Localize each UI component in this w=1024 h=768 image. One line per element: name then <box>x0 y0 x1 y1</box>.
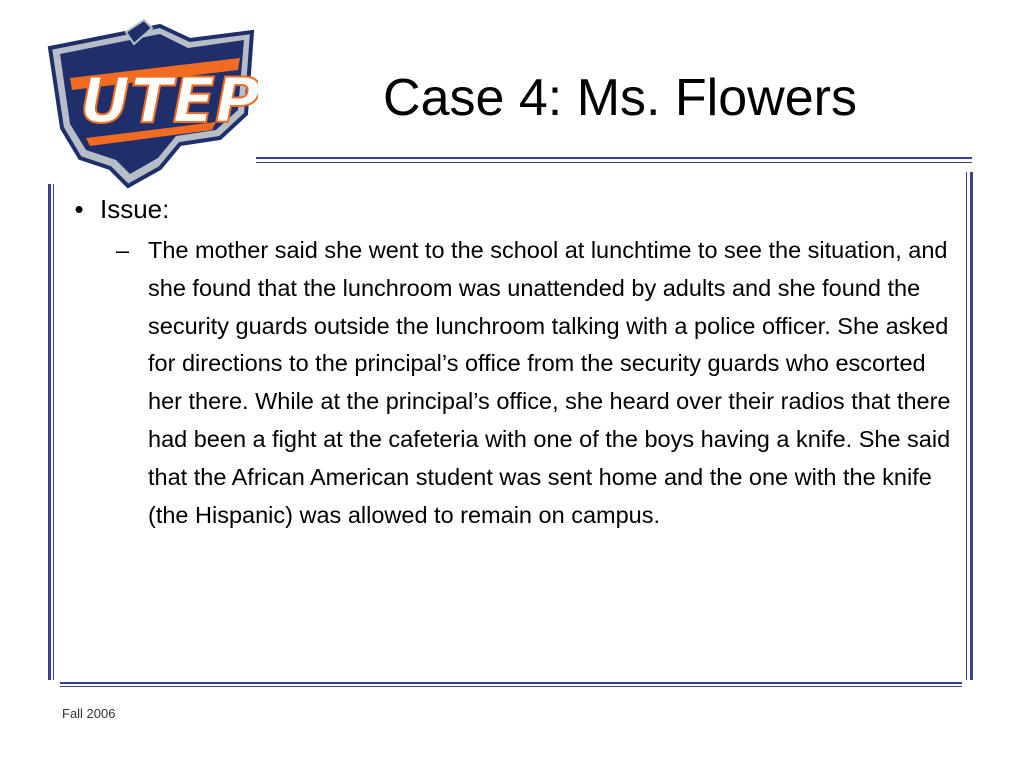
slide-body <box>58 192 963 534</box>
frame-right-inner <box>966 172 967 680</box>
utep-logo <box>40 18 258 190</box>
frame-left-outer <box>48 184 51 680</box>
bullet-dot-icon: • <box>74 194 84 224</box>
frame-left-inner <box>53 184 54 680</box>
en-dash-icon: – <box>116 237 130 263</box>
frame-right-outer <box>970 172 973 680</box>
sub-bullet-text: The mother said she went to the school at lunchtime to see the situation, and she found that the lunchroom was unattended by adults and she found the security guards outside the lunchroom talking with a police officer. She asked for directions to the principal’s office from the security guards who escorted her there. While at the principal’s office, she heard over their radios that there had been a fight at the cafeteria with one of the boys having a knife. She said that the African American student was sent home and the one with the knife (the Hispanic) was allowed to remain on campus. <box>148 237 951 528</box>
utep-logo-graphic <box>40 18 258 190</box>
bullet-item-issue <box>58 192 963 226</box>
title-underline-bottom <box>256 162 972 163</box>
title-underline-top <box>256 157 972 159</box>
sub-bullet-item <box>114 232 963 534</box>
footer-date: Fall 2006 <box>62 706 116 721</box>
slide-title: Case 4: Ms. Flowers <box>383 69 857 127</box>
frame-bottom-outer <box>60 682 962 684</box>
bullet-label: Issue: <box>100 194 170 224</box>
frame-bottom-inner <box>60 686 962 687</box>
logo-lettering: UTEP <box>80 64 258 137</box>
